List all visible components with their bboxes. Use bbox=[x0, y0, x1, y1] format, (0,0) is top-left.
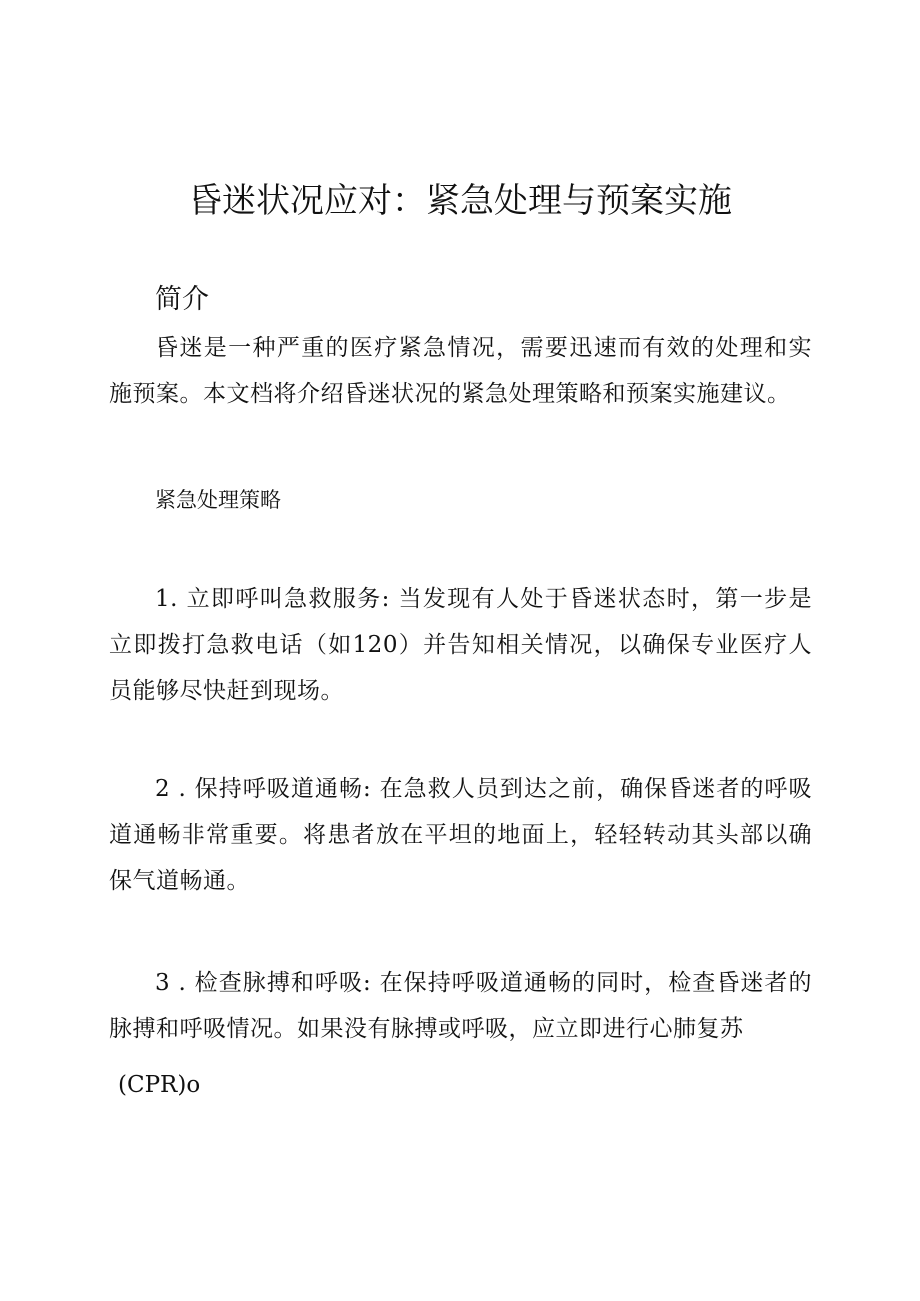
strategy-item: 3 . 检查脉搏和呼吸: 在保持呼吸道通畅的同时，检查昏迷者的脉搏和呼吸情况。如果没有脉搏或呼吸，应立即进行心肺复苏 bbox=[109, 970, 812, 1042]
strategy-item-continuation: (CPR)o bbox=[118, 1072, 201, 1098]
strategy-heading: 紧急处理策略 bbox=[155, 488, 281, 512]
strategy-item: 2 . 保持呼吸道通畅: 在急救人员到达之前，确保昏迷者的呼吸道通畅非常重要。将患者放在平坦的地面上，轻轻转动其头部以确保气道畅通。 bbox=[109, 776, 812, 894]
intro-heading: 简介 bbox=[155, 284, 209, 315]
intro-paragraph: 昏迷是一种严重的医疗紧急情况，需要迅速而有效的处理和实施预案。本文档将介绍昏迷状况的紧急处理策略和预案实施建议。 bbox=[109, 335, 812, 407]
strategy-item: 1. 立即呼叫急救服务: 当发现有人处于昏迷状态时，第一步是立即拨打急救电话（如120）并告知相关情况，以确保专业医疗人员能够尽快赶到现场。 bbox=[109, 586, 812, 704]
document-title: 昏迷状况应对：紧急处理与预案实施 bbox=[188, 181, 732, 221]
